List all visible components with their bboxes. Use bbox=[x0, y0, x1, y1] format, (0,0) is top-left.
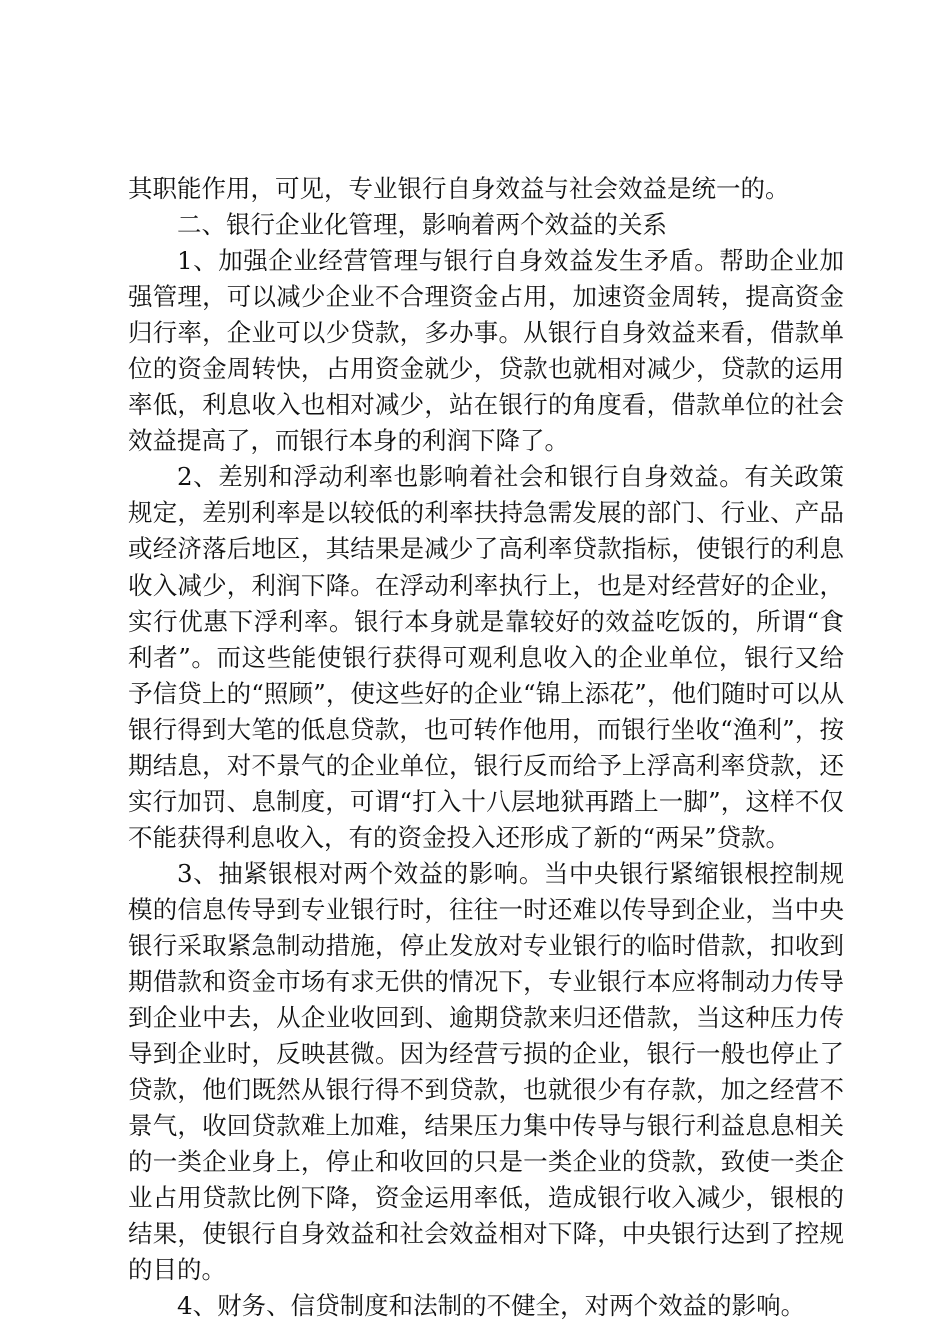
paragraph-point-2: 2、差别和浮动利率也影响着社会和银行自身效益。有关政策规定，差别利率是以较低的利率扶持急需发展的部门、行业、产品或经济落后地区，其结果是减少了高利率贷款指标，使银行的利息收入减少，利润下降。在浮动利率执行上，也是对经营好的企业，实行优惠下浮利率。银行本身就是靠较好的效益吃饭的，所谓“食利者”。而这些能使银行获得可观利息收入的企业单位，银行又给予信贷上的“照顾”，使这些好的企业“锦上添花”，他们随时可以从银行得到大笔的低息贷款，也可转作他用，而银行坐收“渔利”，按期结息，对不景气的企业单位，银行反而给予上浮高利率贷款，还实行加罚、息制度，可谓“打入十八层地狱再踏上一脚”，这样不仅不能获得利息收入，有的资金投入还形成了新的“两呆”贷款。 bbox=[128, 462, 844, 852]
body-text bbox=[128, 171, 844, 1325]
paragraph-point-1: 1、加强企业经营管理与银行自身效益发生矛盾。帮助企业加强管理，可以减少企业不合理资金占用，加速资金周转，提高资金归行率，企业可以少贷款，多办事。从银行自身效益来看，借款单位的资金周转快，占用资金就少，贷款也就相对减少，贷款的运用率低，利息收入也相对减少，站在银行的角度看，借款单位的社会效益提高了，而银行本身的利润下降了。 bbox=[128, 246, 844, 456]
paragraph-continuation: 其职能作用，可见，专业银行自身效益与社会效益是统一的。 bbox=[128, 174, 790, 203]
paragraph-point-4: 4、财务、信贷制度和法制的不健全，对两个效益的影响。 bbox=[177, 1291, 806, 1321]
section-heading: 二、银行企业化管理，影响着两个效益的关系 bbox=[177, 210, 667, 240]
paragraph-point-3: 3、抽紧银根对两个效益的影响。当中央银行紧缩银根控制规模的信息传导到专业银行时，往往一时还难以传导到企业，当中央银行采取紧急制动措施，停止发放对专业银行的临时借款，扣收到期借款和资金市场有求无供的情况下，专业银行本应将制动力传导到企业中去，从企业收回到、逾期贷款来归还借款，当这种压力传导到企业时，反映甚微。因为经营亏损的企业，银行一般也停止了贷款，他们既然从银行得不到贷款，也就很少有存款，加之经营不景气，收回贷款难上加难，结果压力集中传导与银行利益息息相关的一类企业身上，停止和收回的只是一类企业的贷款，致使一类企业占用贷款比例下降，资金运用率低，造成银行收入减少，银根的结果，使银行自身效益和社会效益相对下降，中央银行达到了控规的目的。 bbox=[128, 858, 844, 1285]
